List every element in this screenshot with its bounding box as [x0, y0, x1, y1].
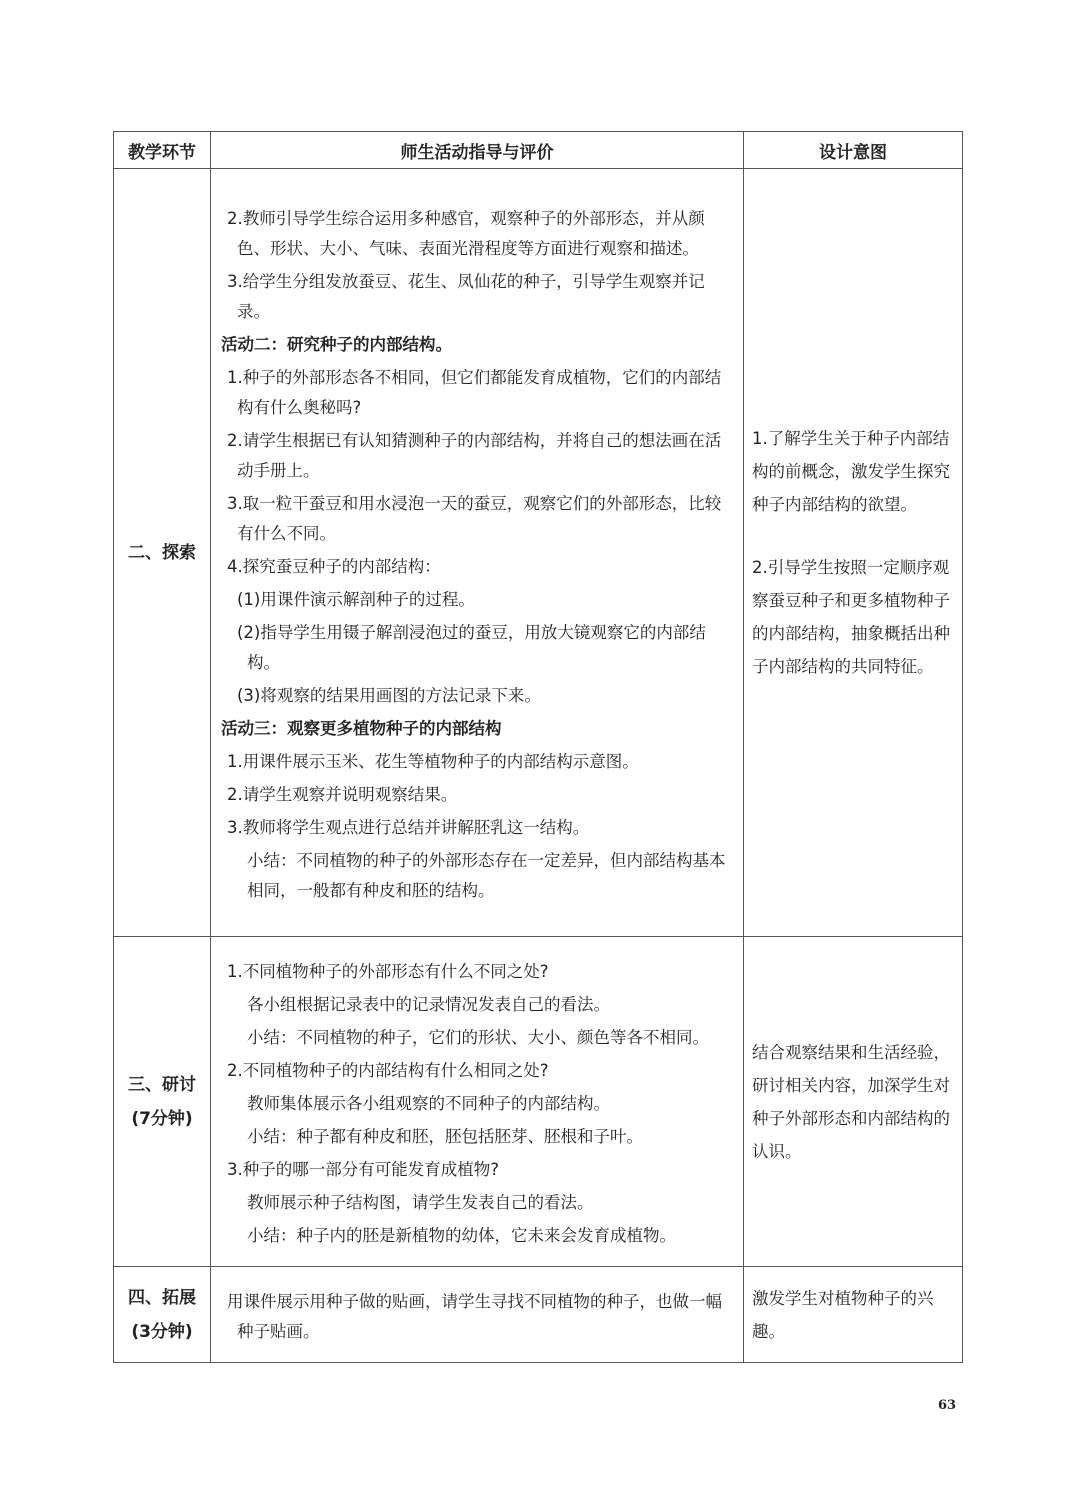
table-row — [114, 937, 963, 1267]
stage-label: 四、拓展 — [128, 1287, 196, 1308]
activity-item: 2.请学生观察并说明观察结果。 — [227, 785, 458, 804]
intent-cell — [744, 1267, 963, 1363]
activity-item: 用课件展示用种子做的贴画，请学生寻找不同植物的种子，也做一幅种子贴画。 — [227, 1292, 722, 1341]
stage-label: (7分钟) — [131, 1108, 193, 1129]
stage-label: 二、探索 — [128, 542, 196, 563]
intent-text: 2.引导学生按照一定顺序观察蚕豆种子和更多植物种子的内部结构，抽象概括出种子内部结构的共同特征。 — [752, 558, 950, 676]
activities-cell — [211, 1267, 744, 1363]
intent-text: 激发学生对植物种子的兴趣。 — [752, 1288, 934, 1341]
stage-label: 三、研讨 — [128, 1074, 196, 1095]
table-row — [114, 169, 963, 937]
activity-item: (3)将观察的结果用画图的方法记录下来。 — [237, 686, 541, 705]
intent-text: 结合观察结果和生活经验，研讨相关内容，加深学生对种子外部形态和内部结构的认识。 — [752, 1042, 950, 1161]
activity-item: (1)用课件演示解剖种子的过程。 — [237, 590, 475, 609]
activity-item: 3.种子的哪一部分有可能发育成植物? — [227, 1160, 500, 1179]
table-row — [114, 1267, 963, 1363]
activities-cell — [211, 169, 744, 937]
stage-label: (3分钟) — [131, 1321, 193, 1342]
activity-item: 1.种子的外部形态各不相同，但它们都能发育成植物，它们的内部结构有什么奥秘吗? — [227, 368, 722, 417]
activity-item: 2.教师引导学生综合运用多种感官，观察种子的外部形态，并从颜色、形状、大小、气味、表面光滑程度等方面进行观察和描述。 — [227, 209, 705, 258]
lesson-plan-table — [113, 131, 963, 1363]
activity-item: 小结：种子都有种皮和胚，胚包括胚芽、胚根和子叶。 — [247, 1127, 643, 1146]
activity-heading: 活动二：研究种子的内部结构。 — [221, 335, 452, 354]
activity-item: 教师展示种子结构图，请学生发表自己的看法。 — [247, 1193, 594, 1212]
stage-cell — [114, 169, 211, 937]
activities-cell — [211, 937, 744, 1267]
header-activities: 师生活动指导与评价 — [211, 132, 744, 169]
activity-item: 小结：不同植物的种子，它们的形状、大小、颜色等各不相同。 — [247, 1028, 709, 1047]
activity-item: 3.给学生分组发放蚕豆、花生、凤仙花的种子，引导学生观察并记录。 — [227, 272, 705, 321]
activity-item: 各小组根据记录表中的记录情况发表自己的看法。 — [247, 995, 610, 1014]
table-header-row — [114, 132, 963, 169]
intent-cell — [744, 169, 963, 937]
page-number: 63 — [938, 1398, 957, 1413]
intent-cell — [744, 937, 963, 1267]
activity-item: 4.探究蚕豆种子的内部结构： — [227, 557, 441, 576]
activity-item: 3.教师将学生观点进行总结并讲解胚乳这一结构。 — [227, 818, 590, 837]
activity-item: 1.不同植物种子的外部形态有什么不同之处? — [227, 962, 549, 981]
intent-text: 1.了解学生关于种子内部结构的前概念，激发学生探究种子内部结构的欲望。 — [752, 429, 950, 514]
stage-cell — [114, 937, 211, 1267]
activity-heading: 活动三：观察更多植物种子的内部结构 — [221, 719, 502, 738]
activity-item: (2)指导学生用镊子解剖浸泡过的蚕豆，用放大镜观察它的内部结构。 — [237, 623, 706, 672]
stage-cell — [114, 1267, 211, 1363]
activity-item: 1.用课件展示玉米、花生等植物种子的内部结构示意图。 — [227, 752, 639, 771]
activity-item: 小结：不同植物的种子的外部形态存在一定差异，但内部结构基本相同，一般都有种皮和胚的结构。 — [247, 851, 726, 900]
activity-item: 教师集体展示各小组观察的不同种子的内部结构。 — [247, 1094, 610, 1113]
activity-item: 3.取一粒干蚕豆和用水浸泡一天的蚕豆，观察它们的外部形态，比较有什么不同。 — [227, 494, 722, 543]
header-teaching-stage: 教学环节 — [114, 132, 211, 169]
header-design-intent: 设计意图 — [744, 132, 963, 169]
activity-item: 2.不同植物种子的内部结构有什么相同之处? — [227, 1061, 549, 1080]
activity-item: 小结：种子内的胚是新植物的幼体，它未来会发育成植物。 — [247, 1226, 676, 1245]
activity-item: 2.请学生根据已有认知猜测种子的内部结构，并将自己的想法画在活动手册上。 — [227, 431, 722, 480]
